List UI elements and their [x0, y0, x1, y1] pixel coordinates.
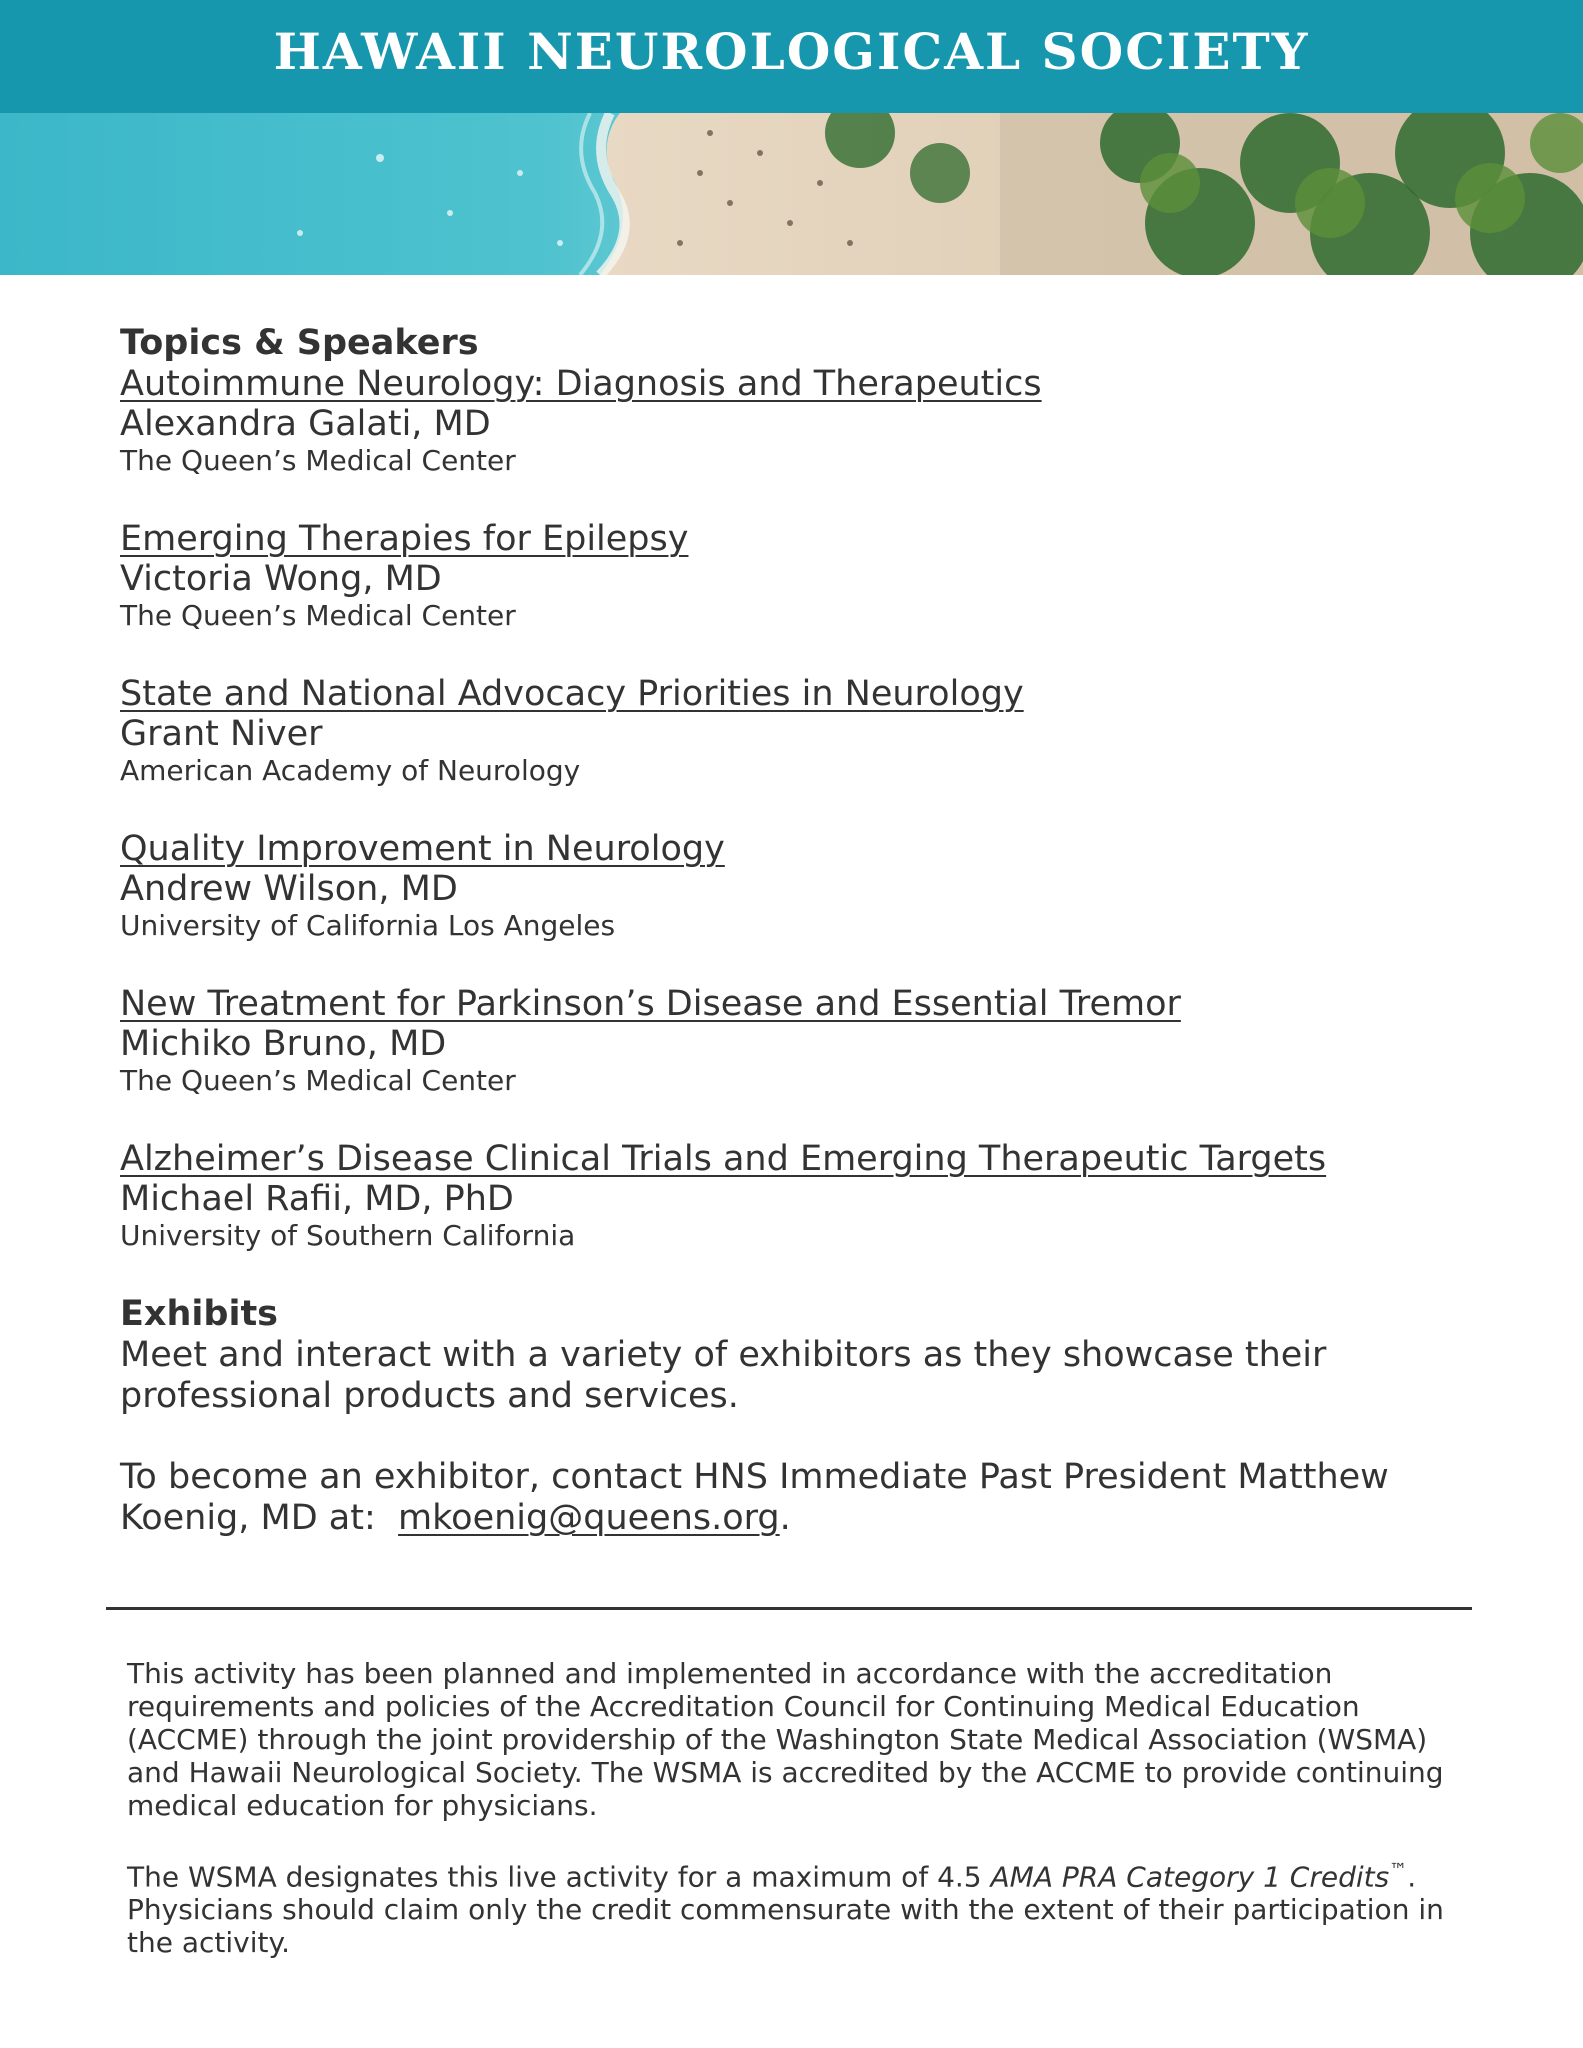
- exhibits-section: [120, 1293, 1460, 1539]
- talk-affiliation: University of Southern California: [120, 1219, 576, 1252]
- credit-designation: [127, 1854, 1457, 1959]
- talk-speaker: Victoria Wong, MD: [120, 559, 442, 599]
- talk-item: [120, 364, 1460, 478]
- talk-title-link[interactable]: State and National Advocacy Priorities in Neurology: [120, 674, 1024, 714]
- talk-affiliation: University of California Los Angeles: [120, 909, 616, 942]
- talk-speaker: Andrew Wilson, MD: [120, 869, 458, 909]
- talk-speaker: Michael Rafii, MD, PhD: [120, 1179, 514, 1219]
- topics-heading: Topics & Speakers: [120, 323, 479, 363]
- talk-title-link[interactable]: Quality Improvement in Neurology: [120, 829, 725, 869]
- accreditation-footer: [127, 1657, 1457, 1959]
- talk-title-link[interactable]: Emerging Therapies for Epilepsy: [120, 519, 689, 559]
- header-bar: [0, 0, 1583, 113]
- contact-email-link[interactable]: mkoenig@queens.org: [398, 1498, 780, 1538]
- beach-banner-image: [0, 113, 1583, 275]
- talk-speaker: Grant Niver: [120, 714, 323, 754]
- credit-type: AMA PRA Category 1 Credits: [990, 1860, 1390, 1894]
- accreditation-statement: This activity has been planned and implemented in accordance with the accreditation requirements and policies of the Accreditation Council for Continuing Medical Education (ACCME) through the joint providership of the Washington State Medical Association (WSMA) and Hawaii Neurological Society. The WSMA is accredited by the ACCME to provide continuing medical education for physicians.: [127, 1657, 1444, 1822]
- exhibits-description: Meet and interact with a variety of exhibitors as they showcase their professional products and services.: [120, 1335, 1327, 1416]
- talk-item: [120, 674, 1460, 788]
- talk-affiliation: The Queen’s Medical Center: [120, 444, 516, 477]
- page-title: HAWAII NEUROLOGICAL SOCIETY: [273, 22, 1310, 81]
- main-content: [120, 322, 1460, 1539]
- talk-title-link[interactable]: New Treatment for Parkinson’s Disease and Essential Tremor: [120, 984, 1181, 1024]
- talk-item: [120, 519, 1460, 633]
- section-divider: [106, 1607, 1472, 1610]
- exhibitor-contact: [120, 1457, 1460, 1539]
- credit-text: The WSMA designates this live activity for a maximum of 4.5: [127, 1860, 982, 1894]
- talk-speaker: Michiko Bruno, MD: [120, 1024, 447, 1064]
- contact-suffix: .: [779, 1498, 791, 1538]
- talk-speaker: Alexandra Galati, MD: [120, 404, 491, 444]
- talk-title-link[interactable]: Alzheimer’s Disease Clinical Trials and Emerging Therapeutic Targets: [120, 1139, 1327, 1179]
- talk-item: [120, 829, 1460, 943]
- talk-affiliation: The Queen’s Medical Center: [120, 1064, 516, 1097]
- credit-suffix: . Physicians should claim only the credit commensurate with the extent of their participation in the activity.: [127, 1860, 1444, 1960]
- talk-affiliation: The Queen’s Medical Center: [120, 599, 516, 632]
- talk-item: [120, 984, 1460, 1098]
- talk-item: [120, 1139, 1460, 1253]
- contact-text: To become an exhibitor, contact HNS Immediate Past President Matthew Koenig, MD at:: [120, 1457, 1389, 1538]
- talk-affiliation: American Academy of Neurology: [120, 754, 581, 787]
- exhibits-heading: Exhibits: [120, 1294, 279, 1334]
- trademark-mark: ™: [1389, 1860, 1408, 1881]
- talk-title-link[interactable]: Autoimmune Neurology: Diagnosis and Therapeutics: [120, 364, 1042, 404]
